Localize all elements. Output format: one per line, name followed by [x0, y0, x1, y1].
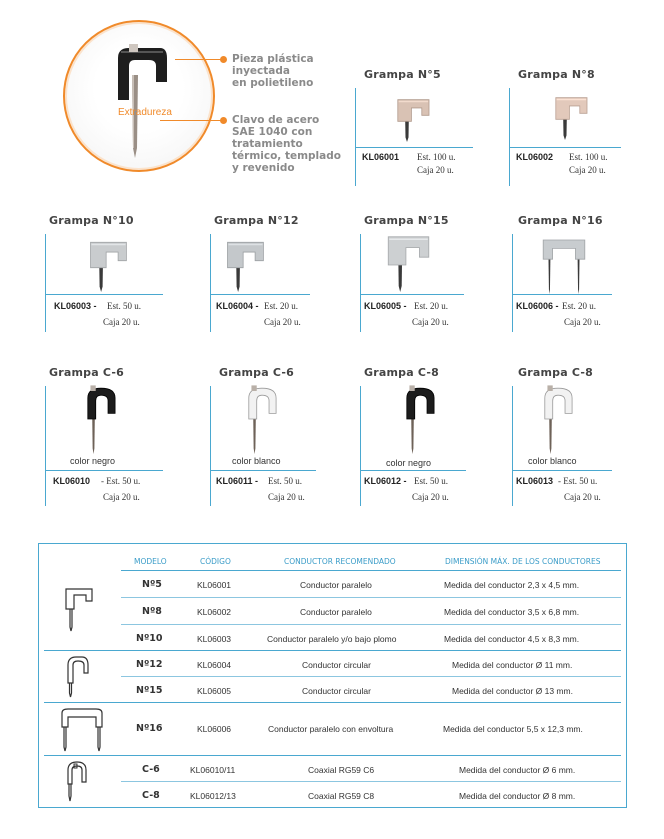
clip-icon — [222, 238, 268, 292]
table-cell-dimension: Medida del conductor Ø 6 mm. — [459, 765, 576, 775]
box-quantity: Caja 20 u. — [412, 492, 449, 502]
black-clip-illustration — [63, 20, 213, 170]
table-cell-conductor: Coaxial RG59 C8 — [308, 791, 375, 801]
clip-double-icon — [538, 234, 590, 294]
box-quantity: Caja 20 u. — [569, 165, 606, 175]
table-cell-dimension: Medida del conductor 4,5 x 8,3 mm. — [444, 634, 580, 644]
table-cell-codigo: KL06006 — [197, 724, 232, 734]
table-cell-dimension: Medida del conductor 5,5 x 12,3 mm. — [443, 724, 583, 734]
card-title: Grampa C-8 — [364, 366, 440, 379]
color-label: color blanco — [528, 456, 577, 466]
card-title: Grampa N°8 — [518, 68, 595, 81]
est-quantity: Est. 50 u. — [414, 476, 449, 486]
header-codigo: CÓDIGO — [200, 557, 231, 566]
box-quantity: Caja 20 u. — [103, 492, 140, 502]
table-cell-dimension: Medida del conductor 3,5 x 6,8 mm. — [444, 607, 580, 617]
table-cell-conductor: Conductor circular — [302, 686, 371, 696]
est-quantity: Est. 100 u. — [417, 152, 456, 162]
coax-clip-icon — [79, 384, 123, 454]
product-code: KL06013 — [516, 476, 554, 486]
card-title: Grampa N°15 — [364, 214, 449, 227]
clip-icon — [85, 238, 131, 292]
box-quantity: Caja 20 u. — [412, 317, 449, 327]
color-label: color negro — [70, 456, 116, 466]
product-code: KL06006 - — [516, 301, 559, 311]
clip-icon — [382, 232, 434, 292]
card-title: Grampa N°10 — [49, 214, 134, 227]
table-cell-modelo: Nº5 — [142, 579, 162, 590]
table-cell-dimension: Medida del conductor Ø 13 mm. — [452, 686, 573, 696]
box-quantity: Caja 20 u. — [264, 317, 301, 327]
table-cell-codigo: KL06002 — [197, 607, 232, 617]
table-cell-conductor: Conductor paralelo — [300, 607, 372, 617]
card-title: Grampa C-6 — [49, 366, 125, 379]
table-cell-modelo: Nº16 — [136, 723, 163, 734]
plastic-description: Pieza plástica inyectada en polietileno — [232, 53, 314, 89]
table-cell-modelo: Nº8 — [142, 606, 162, 617]
product-code: KL06012 - — [364, 476, 407, 486]
est-quantity: Est. 20 u. — [562, 301, 597, 311]
table-cell-modelo: Nº15 — [136, 685, 163, 696]
round-clip-outline-icon — [64, 653, 94, 699]
table-cell-conductor: Conductor paralelo y/o bajo plomo — [267, 634, 397, 644]
product-code: KL06002 — [516, 152, 554, 162]
table-cell-modelo: Nº12 — [136, 659, 163, 670]
product-card — [210, 212, 355, 332]
product-card — [512, 366, 652, 506]
nail-description: Clavo de acero SAE 1040 con tratamiento térmico, templado y revenido — [232, 114, 341, 174]
table-cell-conductor: Conductor paralelo — [300, 580, 372, 590]
color-label: color negro — [386, 458, 432, 468]
header-dimension: DIMENSIÓN MÁX. DE LOS CONDUCTORES — [445, 557, 601, 566]
box-quantity: Caja 20 u. — [103, 317, 140, 327]
est-quantity: Est. 100 u. — [569, 152, 608, 162]
product-code: KL06011 - — [216, 476, 259, 486]
card-title: Grampa N°5 — [364, 68, 441, 81]
coax-clip-icon — [240, 384, 284, 454]
product-card — [355, 66, 495, 186]
est-quantity: Est. 50 u. — [107, 301, 142, 311]
table-cell-codigo: KL06001 — [197, 580, 232, 590]
est-quantity: Est. 20 u. — [414, 301, 449, 311]
callout-dot-1 — [220, 56, 227, 63]
table-cell-codigo: KL06005 — [197, 686, 232, 696]
table-cell-conductor: Coaxial RG59 C6 — [308, 765, 375, 775]
table-cell-dimension: Medida del conductor 2,3 x 4,5 mm. — [444, 580, 580, 590]
table-cell-dimension: Medida del conductor Ø 11 mm. — [452, 660, 573, 670]
coax-clip-outline-icon — [64, 758, 94, 804]
product-card — [360, 212, 505, 332]
table-cell-modelo: C-6 — [142, 764, 160, 775]
color-label: color blanco — [232, 456, 281, 466]
clip-outline-icon — [62, 585, 102, 635]
header-modelo: MODELO — [134, 557, 167, 566]
product-code: KL06010 — [53, 476, 91, 486]
table-cell-modelo: C-8 — [142, 790, 160, 801]
est-quantity: Est. 20 u. — [264, 301, 299, 311]
table-cell-codigo: KL06004 — [197, 660, 232, 670]
product-card — [360, 366, 505, 506]
product-card — [509, 66, 649, 186]
clip-icon — [393, 96, 433, 142]
product-card — [45, 366, 190, 506]
product-code: KL06005 - — [364, 301, 407, 311]
product-code: KL06004 - — [216, 301, 259, 311]
table-cell-codigo: KL06003 — [197, 634, 232, 644]
est-quantity: - Est. 50 u. — [101, 476, 141, 486]
product-code: KL06001 — [362, 152, 400, 162]
card-title: Grampa C-8 — [518, 366, 594, 379]
table-cell-codigo: KL06012/13 — [190, 791, 236, 801]
box-quantity: Caja 20 u. — [564, 492, 601, 502]
table-cell-conductor: Conductor circular — [302, 660, 371, 670]
coax-clip-icon — [536, 384, 580, 454]
coax-clip-icon — [398, 384, 442, 454]
box-quantity: Caja 20 u. — [417, 165, 454, 175]
callout-dot-2 — [220, 117, 227, 124]
product-card — [512, 212, 652, 332]
header-divider — [121, 570, 621, 571]
product-card — [45, 212, 190, 332]
est-quantity: - Est. 50 u. — [558, 476, 598, 486]
box-quantity: Caja 20 u. — [564, 317, 601, 327]
box-quantity: Caja 20 u. — [268, 492, 305, 502]
card-title: Grampa N°16 — [518, 214, 603, 227]
product-code: KL06003 - — [54, 301, 97, 311]
est-quantity: Est. 50 u. — [268, 476, 303, 486]
table-cell-conductor: Conductor paralelo con envoltura — [268, 724, 394, 734]
extradureza-label: Extradureza — [118, 107, 172, 118]
table-cell-codigo: KL06010/11 — [190, 765, 236, 775]
card-title: Grampa C-6 — [219, 366, 295, 379]
card-title: Grampa N°12 — [214, 214, 299, 227]
header-conductor: CONDUCTOR RECOMENDADO — [284, 557, 396, 566]
callout-line-2 — [160, 120, 222, 121]
table-cell-modelo: Nº10 — [136, 633, 163, 644]
product-card — [210, 366, 355, 506]
clip-icon — [551, 94, 591, 140]
table-cell-dimension: Medida del conductor Ø 8 mm. — [459, 791, 576, 801]
callout-line-1 — [175, 59, 221, 60]
double-clip-outline-icon — [58, 705, 108, 753]
